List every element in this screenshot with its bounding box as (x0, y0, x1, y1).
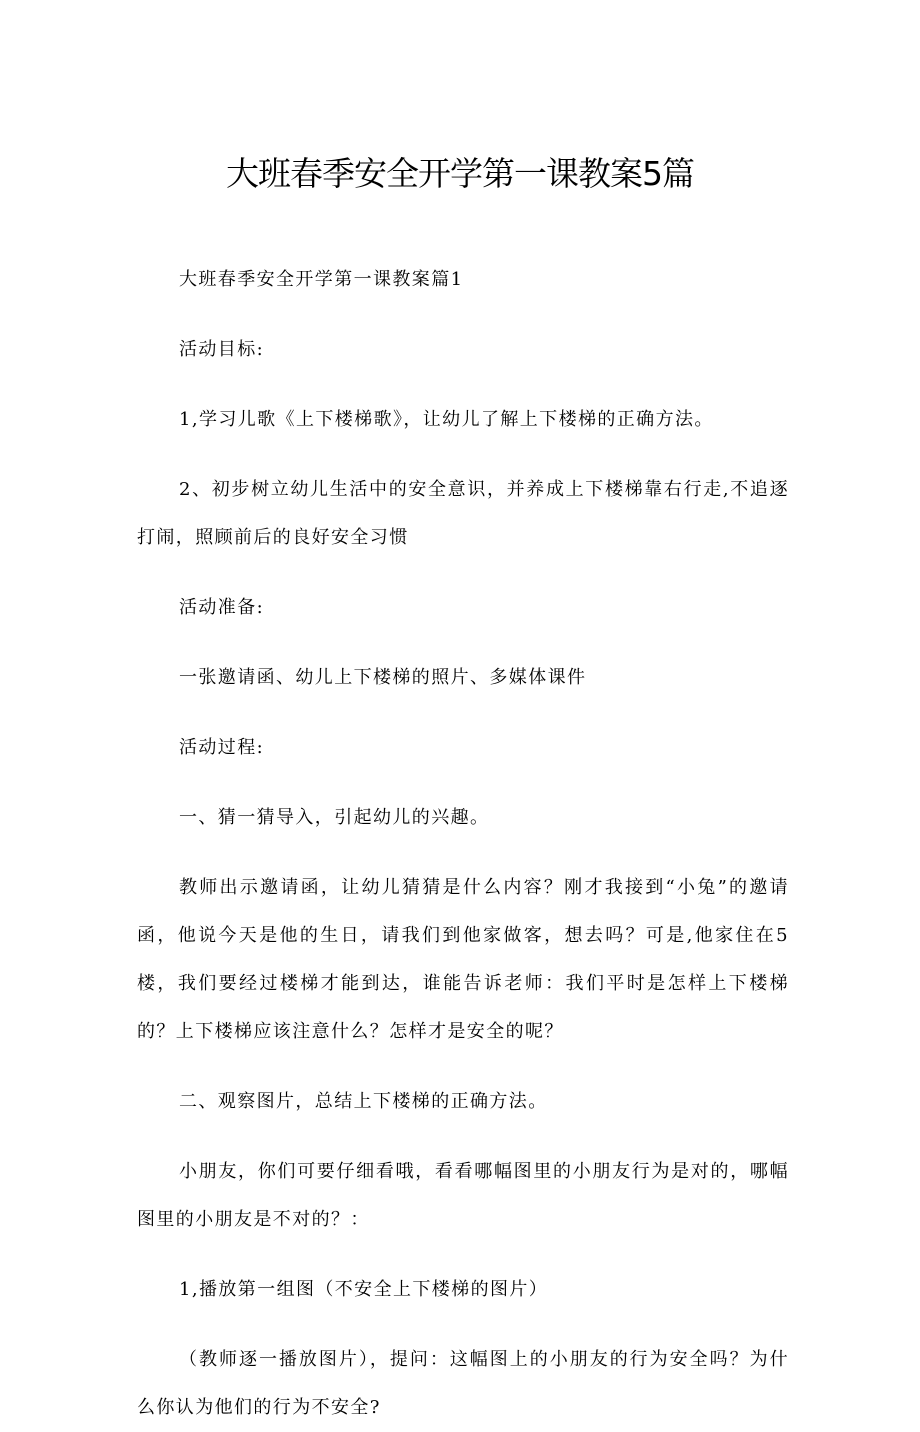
activity-prep-label: 活动准备: (179, 597, 265, 618)
step-2-item-1: 1,播放第一组图（不安全上下楼梯的图片） (179, 1279, 549, 1300)
section-heading: 大班春季安全开学第一课教案篇1 (179, 269, 464, 290)
activity-goals-label: 活动目标: (179, 339, 265, 360)
step-1-heading: 一、猜一猜导入，引起幼儿的兴趣。 (179, 807, 490, 828)
document-body (137, 256, 789, 1432)
document-title: 大班春季安全开学第一课教案5篇 (226, 154, 694, 193)
step-2-heading: 二、观察图片，总结上下楼梯的正确方法。 (179, 1091, 548, 1112)
activity-process-label: 活动过程: (179, 737, 265, 758)
activity-prep-text: 一张邀请函、幼儿上下楼梯的照片、多媒体课件 (179, 667, 587, 688)
goal-item-2: 2、初步树立幼儿生活中的安全意识，并养成上下楼梯靠右行走,不追逐打闹，照顾前后的良好安全习惯 (137, 479, 789, 548)
step-2-item-1-text: （教师逐一播放图片），提问：这幅图上的小朋友的行为安全吗？为什么你认为他们的行为不安全? (137, 1349, 789, 1418)
step-2-text: 小朋友，你们可要仔细看哦，看看哪幅图里的小朋友行为是对的，哪幅图里的小朋友是不对的？： (137, 1161, 789, 1230)
step-1-text: 教师出示邀请函，让幼儿猜猜是什么内容？刚才我接到“小兔”的邀请函，他说今天是他的生日，请我们到他家做客，想去吗？可是,他家住在5楼，我们要经过楼梯才能到达，谁能告诉老师：我们平时是怎样上下楼梯的？上下楼梯应该注意什么？怎样才是安全的呢？ (137, 877, 789, 1042)
goal-item-1: 1,学习儿歌《上下楼梯歌》，让幼儿了解上下楼梯的正确方法。 (179, 409, 714, 430)
